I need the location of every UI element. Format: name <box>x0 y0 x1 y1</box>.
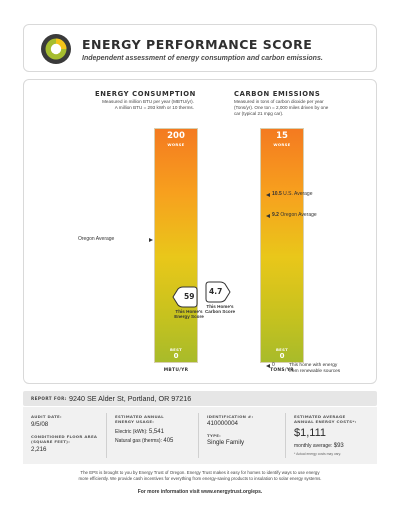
identification-label: IDENTIFICATION #: <box>207 414 254 419</box>
carbon-home-caption <box>199 304 241 315</box>
chart-card <box>23 79 377 384</box>
annual-cost-value: $1,111 <box>294 427 327 439</box>
monthly-average-value: $93 <box>333 443 344 449</box>
floor-area-value: 2,216 <box>31 446 47 453</box>
carbon-top-label: WORSE <box>273 142 291 147</box>
renewable-note-line2: from renewable sources <box>289 369 341 374</box>
page-title: ENERGY PERFORMANCE SCORE <box>82 37 313 52</box>
energy-bar <box>154 128 198 363</box>
floor-area-label-line2: (SQUARE FEET): <box>31 439 71 444</box>
us-average-ref <box>272 191 313 197</box>
carbon-home-caption-line1: This Home's <box>206 304 234 309</box>
audit-date-label: AUDIT DATE: <box>31 414 62 419</box>
monthly-average <box>294 443 344 449</box>
cost-disclaimer: * Actual energy costs may vary. <box>294 452 342 456</box>
carbon-bottom-label: BEST <box>275 347 288 352</box>
identification-value: 410000004 <box>207 420 238 427</box>
electric-usage <box>115 429 164 435</box>
energy-usage-label-line1: ESTIMATED ANNUAL <box>115 414 164 419</box>
energy-usage-label-line2: ENERGY USAGE: <box>115 419 155 424</box>
oregon-carbon-average-value: 9.2 <box>272 212 279 218</box>
report-address: 9240 SE Alder St, Portland, OR 97216 <box>69 393 192 403</box>
energy-home-score: 59 <box>184 292 195 301</box>
oregon-carbon-average-ref <box>272 212 317 218</box>
floor-area-label-line1: CONDITIONED FLOOR AREA <box>31 434 98 439</box>
carbon-bottom-value: 0 <box>279 352 285 360</box>
renewable-marker-icon <box>266 364 270 368</box>
gas-usage <box>115 438 173 444</box>
energy-unit: MBTU/YR <box>163 368 189 373</box>
gas-value: 405 <box>163 438 174 444</box>
oregon-energy-average-marker-icon <box>149 238 153 242</box>
energy-home-caption-line1: This Home's <box>175 309 203 314</box>
energy-desc-line2: A million BTU = 293 kWh or 10 therms. <box>114 104 194 110</box>
gas-label: Natural gas (therms): <box>115 438 162 444</box>
energy-bottom-value: 0 <box>173 352 179 360</box>
footer-more-info-link[interactable]: For more information visit www.energytrust.org/eps. <box>137 489 263 495</box>
us-average-value: 10.5 <box>272 191 282 197</box>
carbon-desc <box>234 99 364 116</box>
renewable-note-line1: This home with energy <box>289 363 338 368</box>
carbon-unit: TONS/YR <box>270 368 294 373</box>
oregon-energy-average-label: Oregon Average <box>78 236 115 242</box>
home-type-label: TYPE: <box>207 433 222 438</box>
footer-line1: The EPS is brought to you by Energy Trust of Oregon. Energy Trust makes it easy for homes to identify ways to use energy <box>80 470 320 475</box>
energy-top-label: WORSE <box>167 142 185 147</box>
carbon-title: CARBON EMISSIONS <box>234 90 321 98</box>
us-average-marker-icon <box>266 193 270 197</box>
energy-desc <box>60 99 194 111</box>
energy-bottom-label: BEST <box>169 347 182 352</box>
us-average-label: U.S. Average <box>283 191 313 197</box>
audit-date-value: 9/5/08 <box>31 421 49 428</box>
carbon-desc-line2: (Tons/yr). One ton = 2,000 miles driven by one <box>234 104 329 110</box>
energy-top-value: 200 <box>167 131 185 141</box>
header-card <box>23 24 377 72</box>
energy-title: ENERGY CONSUMPTION <box>95 90 196 98</box>
report-label: REPORT FOR: <box>31 396 67 401</box>
eps-logo-icon <box>40 33 72 65</box>
carbon-desc-line3: car (typical 21 mpg car). <box>234 110 284 116</box>
footer-text <box>40 470 360 482</box>
info-divider <box>198 413 199 458</box>
report-strip <box>23 391 377 406</box>
oregon-carbon-average-marker-icon <box>266 214 270 218</box>
home-type-value: Single Family <box>207 439 245 446</box>
electric-value: 5,541 <box>148 429 164 435</box>
oregon-carbon-average-label: Oregon Average <box>280 212 317 218</box>
renewable-note <box>289 363 340 375</box>
carbon-home-caption-line2: Carbon Score <box>204 309 236 315</box>
page-subtitle: Independent assessment of energy consumption and carbon emissions. <box>82 55 323 62</box>
footer-line2: more efficiently. We provide cash incentives for everything from energy-saving products to insulation to solar energy systems. <box>78 476 322 482</box>
info-divider <box>285 413 286 458</box>
energy-home-caption-line2: Energy Score <box>174 314 204 320</box>
electric-label: Electric (kWh): <box>115 429 148 435</box>
cost-label-line1: ESTIMATED AVERAGE <box>294 414 346 419</box>
carbon-top-value: 15 <box>276 131 288 141</box>
monthly-average-label: monthly average: <box>294 443 333 449</box>
carbon-desc-line1: Measured in tons of carbon dioxide per year <box>234 99 324 104</box>
carbon-bar <box>260 128 304 363</box>
info-divider <box>106 413 107 458</box>
info-panel <box>23 407 377 464</box>
carbon-home-score: 4.7 <box>209 287 223 296</box>
energy-desc-line1: Measured in million BTU per year (MBTU/yr). <box>102 99 194 104</box>
renewable-zero-value: 0 <box>272 362 275 368</box>
cost-label-line2: ANNUAL ENERGY COSTS*: <box>294 419 357 424</box>
